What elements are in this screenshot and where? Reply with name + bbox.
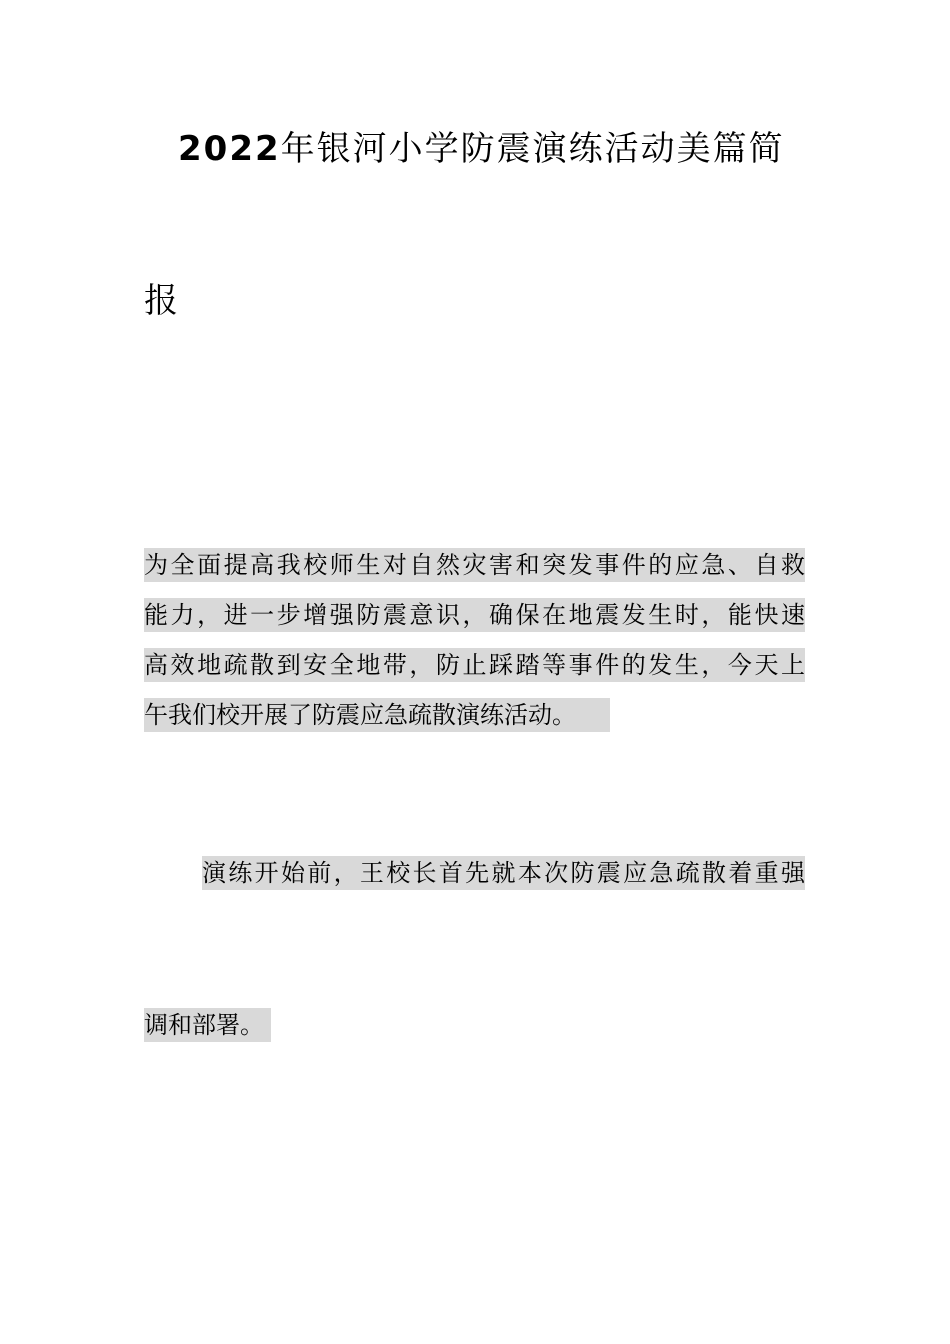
paragraph-1-line-4 <box>144 698 610 732</box>
paragraph-1-line-4-text: 午我们校开展了防震应急疏散演练活动。 <box>144 701 576 729</box>
document-title-line-1 <box>178 126 785 172</box>
paragraph-2-line-2 <box>144 1008 271 1042</box>
paragraph-2-line-2-text: 调和部署。 <box>144 1011 264 1039</box>
title-text-continued: 报 <box>144 281 180 321</box>
paragraph-1-line-2: 能力，进一步增强防震意识，确保在地震发生时，能快速 <box>144 598 805 632</box>
document-title-line-2 <box>144 278 180 324</box>
title-year: 2022 <box>178 129 281 169</box>
paragraph-2-line-1: 演练开始前，王校长首先就本次防震应急疏散着重强 <box>202 856 805 890</box>
paragraph-1-line-1: 为全面提高我校师生对自然灾害和突发事件的应急、自救 <box>144 548 805 582</box>
paragraph-1-line-3: 高效地疏散到安全地带，防止踩踏等事件的发生，今天上 <box>144 648 805 682</box>
title-text: 年银河小学防震演练活动美篇简 <box>280 129 785 169</box>
